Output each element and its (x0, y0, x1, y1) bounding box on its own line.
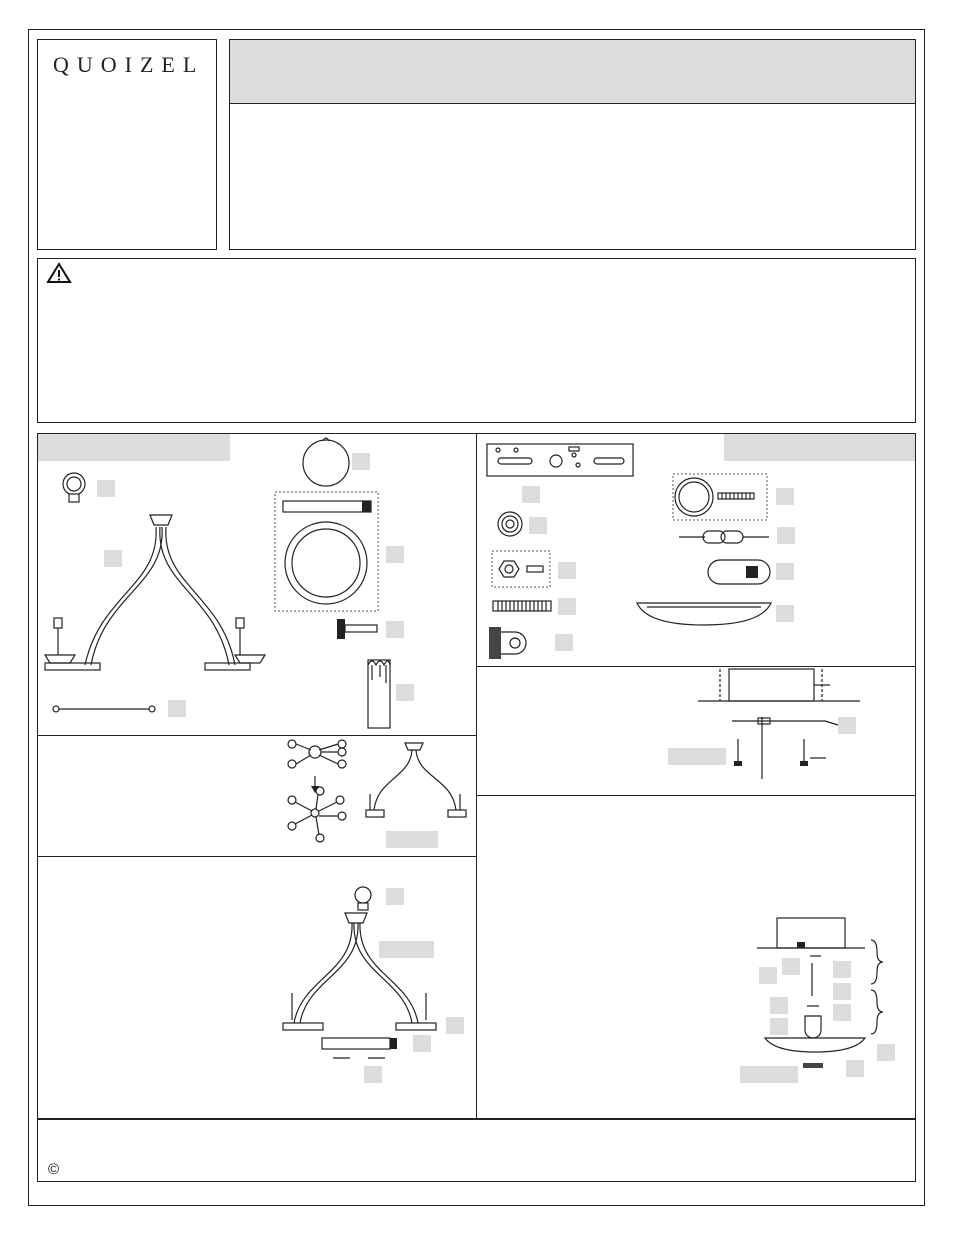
glass-globe-drawing (300, 435, 355, 490)
assembly-label-screw (364, 1066, 382, 1083)
left-header-label (38, 434, 230, 461)
hex-nut-kit-drawing (491, 550, 553, 590)
threaded-pipe-drawing (492, 598, 554, 616)
screw-collar-drawing (486, 624, 541, 662)
step-label-frame (386, 831, 438, 848)
assembly-label-arm (446, 1017, 464, 1034)
part-label-shade (386, 546, 404, 563)
part-label-screw (386, 621, 404, 638)
warning-triangle-icon (46, 262, 72, 284)
brand-logo: QUOIZEL (53, 52, 205, 77)
canopy-label-6 (833, 1004, 851, 1021)
canopy-ring-kit-drawing (672, 473, 769, 523)
canopy-label-1 (759, 967, 777, 984)
assembly-label-frame (379, 941, 434, 958)
part-label-globe (352, 453, 370, 470)
chandelier-assembly-drawing (278, 908, 448, 1083)
right-header-line (477, 433, 723, 434)
hardware-label-bracket (522, 486, 540, 503)
left-divider-2 (37, 856, 477, 857)
warning-panel (37, 258, 916, 423)
part-label-sleeve (396, 684, 414, 701)
rod-drawing (50, 700, 160, 720)
right-divider-2 (477, 795, 916, 796)
center-divider (476, 433, 477, 1119)
canopy-label-3 (833, 961, 851, 978)
part-label-frame (104, 550, 122, 567)
hardware-label-ring (776, 488, 794, 505)
canopy-bowl-drawing (635, 598, 775, 630)
title-divider (230, 103, 915, 104)
canopy-label-7 (770, 1018, 788, 1035)
assembly-label-finial (386, 888, 404, 905)
junction-label-bracket (838, 717, 856, 734)
left-divider-1 (37, 735, 477, 736)
canopy-label-9 (846, 1060, 864, 1077)
hardware-label-nut (558, 562, 576, 579)
lock-washer-drawing (496, 510, 526, 540)
assembly-label-rod (413, 1035, 431, 1052)
canopy-label-4 (833, 983, 851, 1000)
canopy-label-10 (740, 1066, 798, 1083)
finial-ring-drawing (58, 470, 98, 510)
title-bar (230, 40, 915, 103)
junction-label-screws (668, 748, 726, 765)
hardware-label-pipe (558, 598, 576, 615)
glass-shade-kit-drawing (274, 491, 379, 612)
hardware-label-quicklink (776, 563, 794, 580)
canopy-label-5 (770, 997, 788, 1014)
quick-link-drawing (706, 556, 771, 588)
hardware-label-chain (777, 527, 795, 544)
right-header-label (724, 434, 915, 461)
mounting-bracket-drawing (486, 441, 636, 481)
chandelier-frame-drawing (40, 505, 270, 680)
canopy-install-diagram (755, 908, 895, 1078)
hardware-label-washer (529, 517, 547, 534)
canopy-label-8 (877, 1044, 895, 1061)
candle-sleeve-drawing (362, 655, 397, 730)
hardware-label-canopy (776, 605, 794, 622)
arm-assembly-diagram (280, 738, 360, 848)
thumb-screw-drawing (333, 617, 383, 642)
part-label-ring (97, 480, 115, 497)
chain-link-drawing (677, 525, 772, 550)
hardware-label-collar (555, 634, 573, 651)
copyright-symbol: © (48, 1161, 60, 1178)
part-label-rod (168, 700, 186, 717)
footer-panel (37, 1119, 916, 1182)
assembled-frame-diagram (360, 738, 470, 823)
canopy-label-2 (782, 958, 800, 975)
